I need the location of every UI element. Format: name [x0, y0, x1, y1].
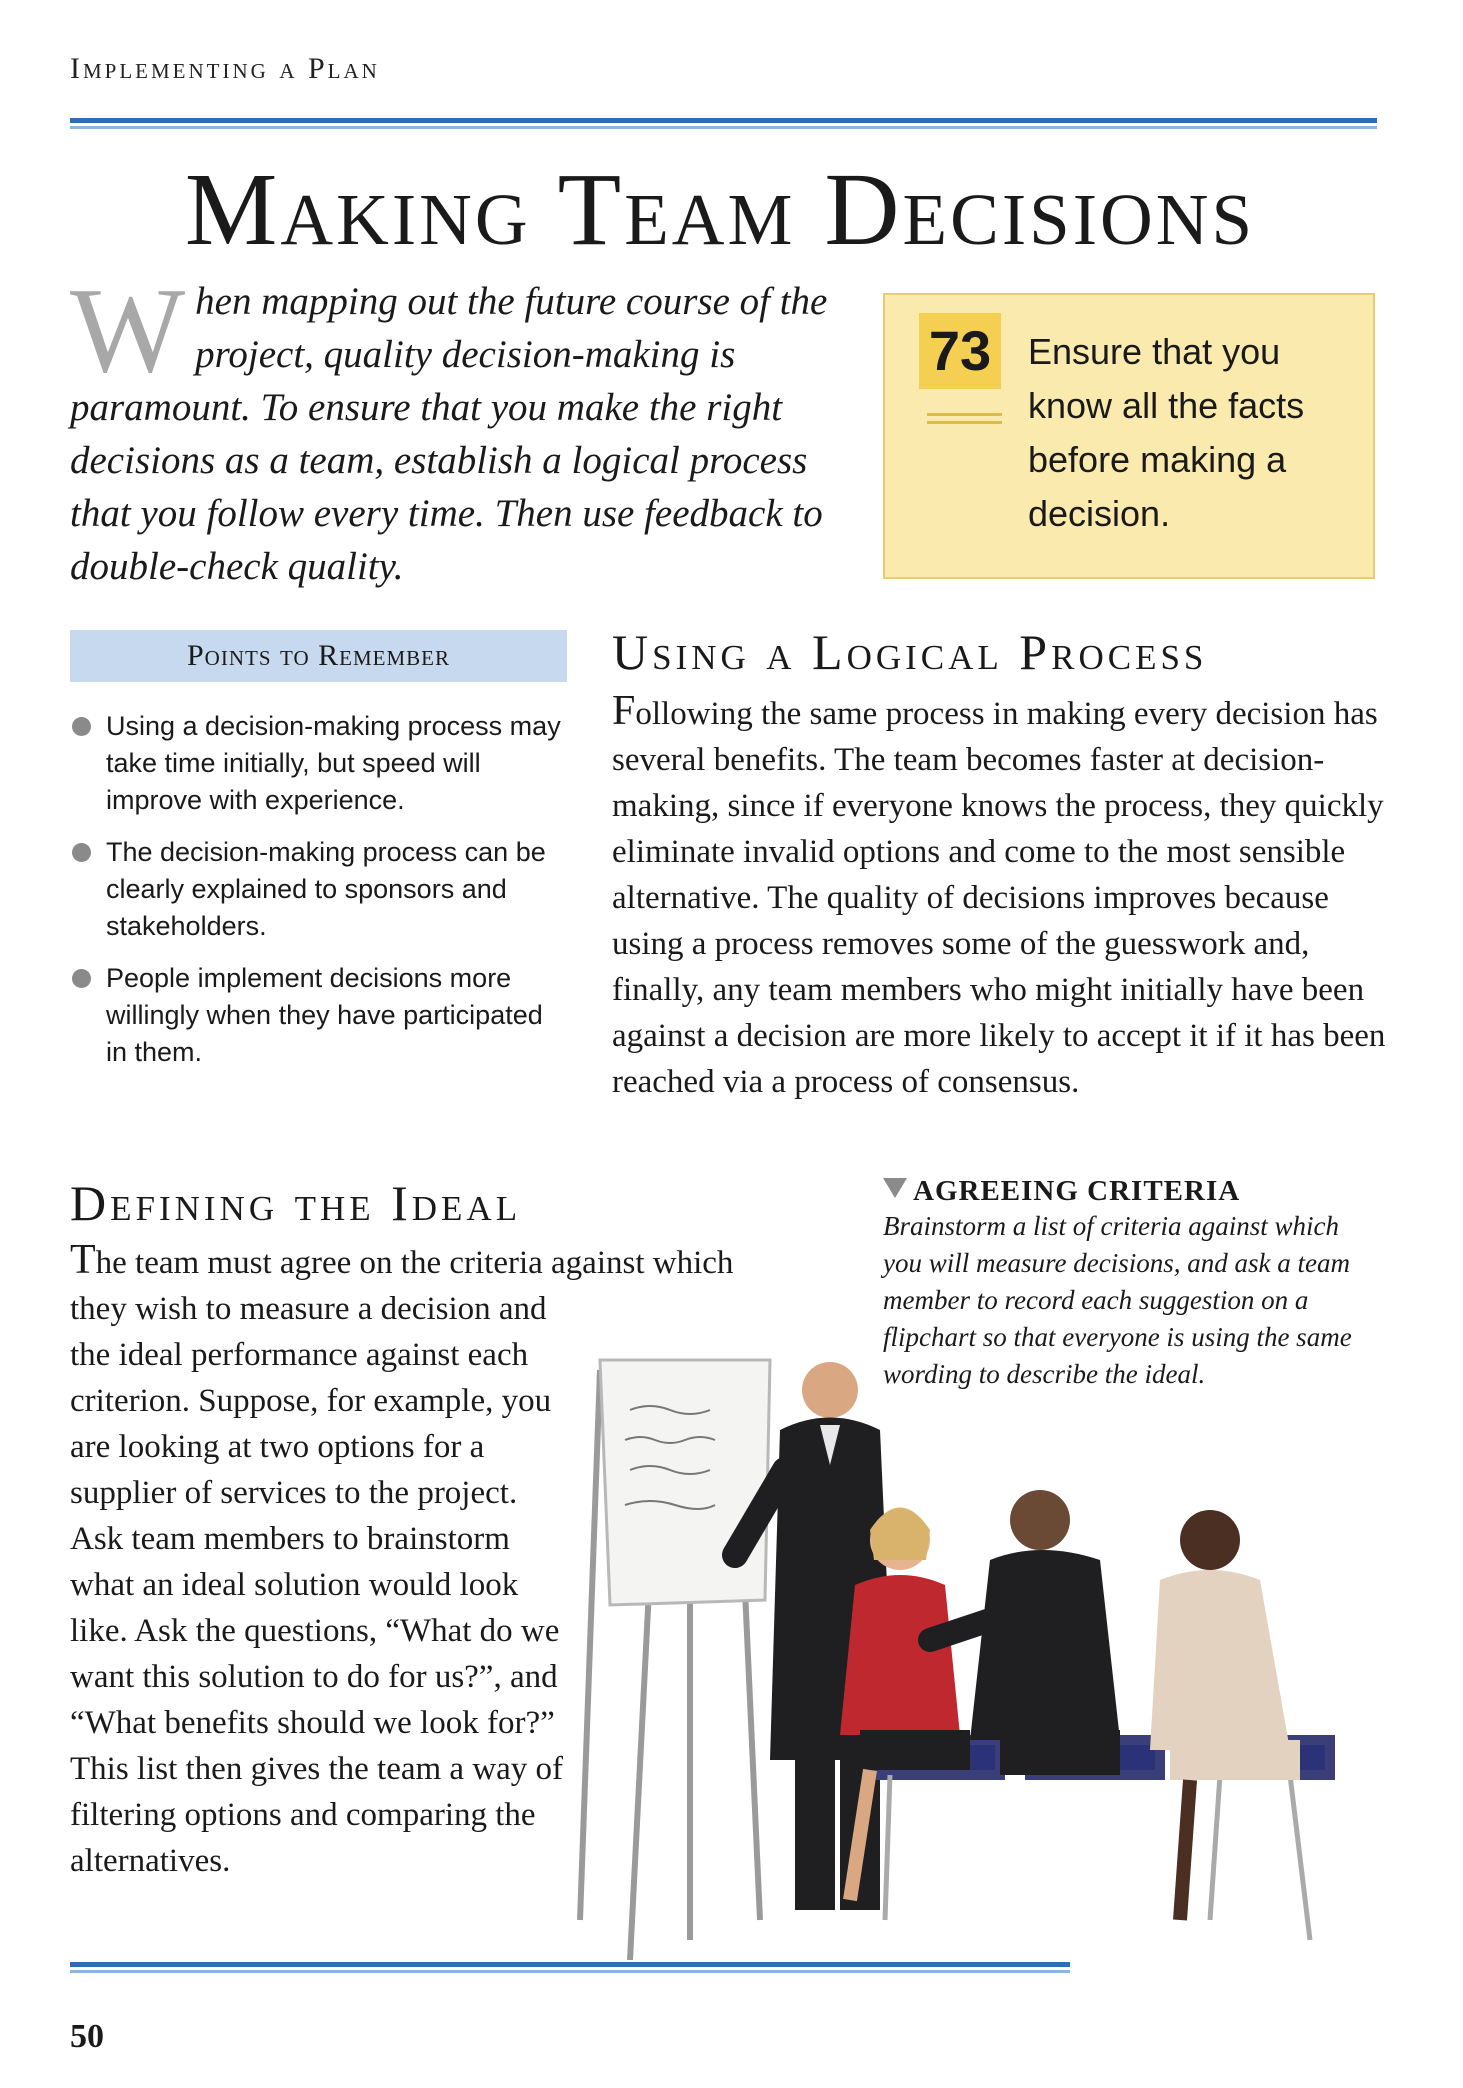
intro-paragraph	[70, 263, 840, 593]
team-meeting-photo	[570, 1320, 1400, 1960]
page-number: 50	[70, 2018, 104, 2055]
running-head: Implementing a Plan	[70, 52, 380, 85]
bullet-icon	[72, 843, 91, 862]
section-body-defining-ideal: The team must agree on the criteria against which they wish to measure a decision and the ideal performance against each criterion. Suppose, for example, you are looking at two options for a supplier of services to the project. Ask team members to brainstorm what an ideal solution would look like. Ask the questions, “What do we want this solution to do for us?”, and “What benefits should we look for?” This list then gives the team a way of filtering options and comparing the alternatives.	[70, 1237, 734, 1879]
tip-decoration	[927, 413, 1002, 429]
caption-text: Brainstorm a list of criteria against which you will measure decisions, and ask a team member to record each suggestion on a flipchart so that everyone is using the same wording to describe the ideal.	[883, 1211, 1352, 1389]
tip-box	[883, 293, 1375, 579]
caption-heading: AGREEING CRITERIA	[913, 1175, 1241, 1207]
flipchart-paper	[600, 1360, 770, 1605]
list-item: People implement decisions more willingly when they have participated in them.	[70, 960, 570, 1071]
header-rule	[70, 118, 1377, 129]
intro-text: hen mapping out the future course of the project, quality decision-making is paramount. To ensure that you make the right decisions as a team, establish a logical process that you follow every time. Then use feedback to double-check quality.	[70, 280, 828, 588]
list-item: Using a decision-making process may take time initially, but speed will improve with experience.	[70, 708, 570, 819]
footer-rule	[70, 1962, 1070, 1973]
woman-beige-suit	[1150, 1510, 1300, 1920]
bullet-icon	[72, 717, 91, 736]
section-body-logical-process: Following the same process in making every decision has several benefits. The team becomes faster at decision-making, since if everyone knows the process, they quickly eliminate invalid options and come to the most sensible alternative. The quality of decisions improves because using a process removes some of the guesswork and, finally, any team members who might initially have been against a decision are more likely to accept it if it has been reached via a process of consensus.	[612, 688, 1386, 1100]
lead-letter: T	[70, 1237, 96, 1283]
triangle-down-icon	[883, 1178, 907, 1198]
tip-number: 73	[919, 313, 1001, 389]
section-heading-defining-ideal: Defining the Ideal	[70, 1175, 522, 1231]
points-to-remember-list	[70, 708, 570, 1086]
tip-text: Ensure that you know all the facts before making a decision.	[1028, 331, 1305, 534]
points-to-remember-heading: Points to Remember	[70, 630, 567, 682]
page-title: Making Team Decisions	[184, 152, 1256, 267]
list-item: The decision-making process can be clearly explained to sponsors and stakeholders.	[70, 834, 570, 945]
lead-letter: F	[612, 688, 636, 734]
intro-dropcap: W	[70, 263, 186, 398]
bullet-icon	[72, 969, 91, 988]
section-heading-logical-process: Using a Logical Process	[612, 624, 1208, 680]
